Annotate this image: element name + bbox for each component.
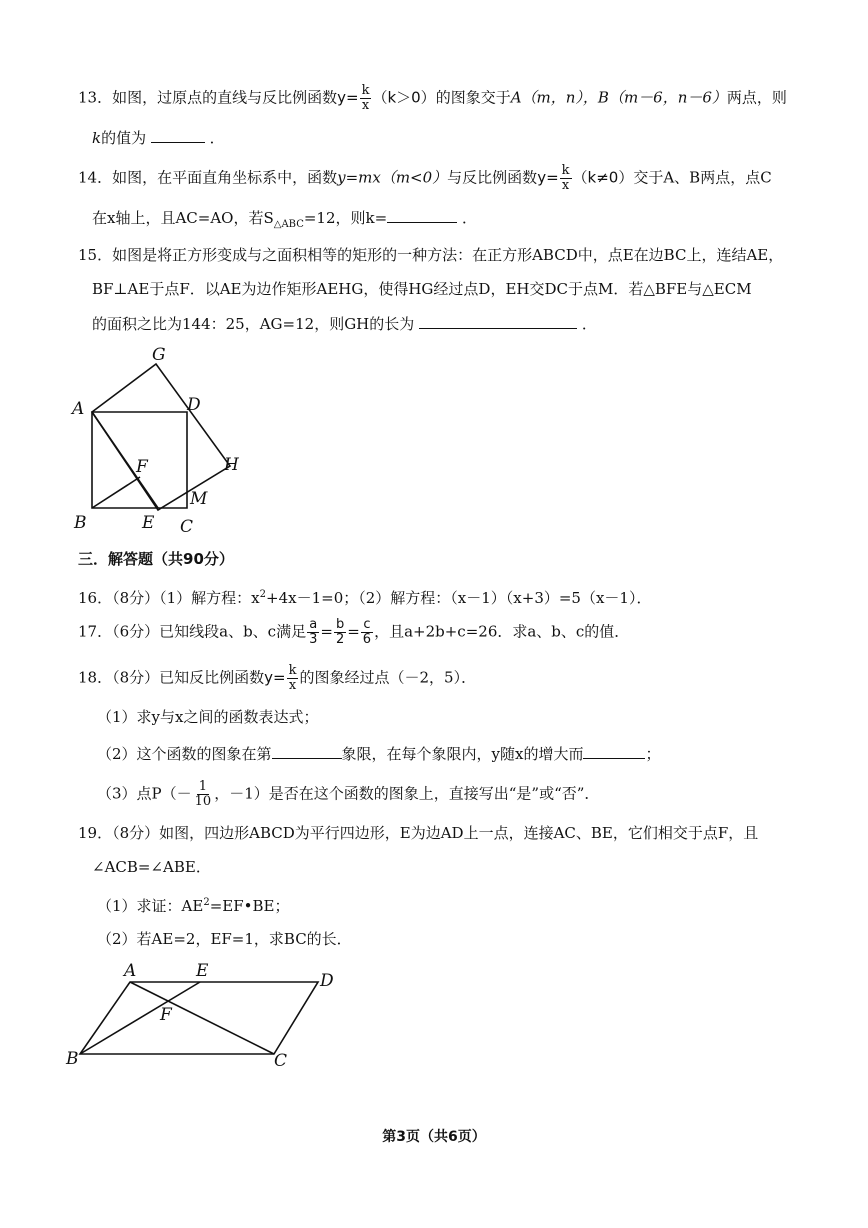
question-14-line2	[92, 206, 812, 236]
q17-head: 17．（6分）已知线段a、b、c满足	[78, 622, 307, 641]
q19-sub1	[97, 892, 289, 917]
q17-f2-den: 2	[335, 632, 345, 647]
label-d: D	[187, 395, 201, 415]
q14-answer-blank[interactable]	[387, 206, 457, 223]
q17-tail: ，且a+2b+c=26．求a、b、c的值．	[374, 622, 630, 641]
q19-s1-a: （1）求证：AE	[97, 897, 204, 915]
q13-text-c: 两点，则	[726, 88, 787, 107]
q18-s2-a: （2）这个函数的图象在第	[97, 745, 272, 763]
q17-f1-den: 3	[309, 632, 318, 647]
q14-text-c: 交于A、B两点，点C	[633, 168, 772, 187]
q13-text-value: 的值为	[101, 129, 147, 147]
q18-blank-trend[interactable]	[583, 742, 645, 759]
label-c: C	[274, 1051, 288, 1070]
label-g: G	[152, 345, 166, 365]
q14-fraction	[560, 164, 572, 193]
q14-text-d: 在x轴上，且AC=AO，若S	[92, 209, 274, 227]
q18-sub3	[97, 780, 599, 809]
rectangle-aehg	[92, 364, 230, 510]
q14-frac-num: k	[561, 163, 570, 178]
q18-sub1: （1）求y与x之间的函数表达式；	[97, 708, 319, 726]
q17-eq1: =	[320, 622, 333, 641]
label-f: F	[136, 457, 148, 477]
q13-func-lhs: y=	[337, 88, 359, 107]
question-15-line2: BF⊥AE于点F．以AE为边作矩形AEHG，使得HG经过点D，EH交DC于点M．若△BFE与△ECM	[92, 280, 752, 298]
q13-text-b: 的图象交于	[435, 88, 511, 107]
q18-s2-end: ；	[645, 745, 661, 763]
figure-19	[60, 960, 360, 1070]
segment-ac	[130, 982, 274, 1054]
q14-subscript: △ABC	[273, 219, 304, 230]
q18-frac-den: x	[288, 678, 297, 693]
q14-frac-den: x	[561, 178, 570, 193]
label-c: C	[180, 517, 194, 537]
question-16	[78, 584, 798, 609]
q13-frac-num: k	[361, 83, 370, 98]
label-f: F	[160, 1005, 172, 1025]
q17-frac-b	[334, 618, 346, 647]
label-a: A	[124, 961, 137, 981]
q13-number: 13．	[78, 88, 113, 107]
question-13-line2	[92, 126, 812, 149]
q18-sub2	[97, 742, 661, 765]
q18-blank-quadrant[interactable]	[272, 742, 342, 759]
q16-head: 16．（8分）（1）解方程：x	[78, 589, 260, 607]
q15-answer-blank[interactable]	[419, 312, 577, 329]
q13-period: ．	[209, 129, 225, 147]
label-m: M	[190, 489, 208, 509]
q18-func-lhs: y=	[264, 668, 286, 687]
q13-frac-den: x	[361, 98, 370, 113]
q13-text-a: 如图，过原点的直线与反比例函数	[112, 88, 338, 107]
q13-points: A（m，n），B（m－6，n－6）	[510, 88, 727, 107]
q17-f2-num: b	[335, 617, 345, 632]
q18-s2-b: 象限，在每个象限内，y随x的增大而	[341, 745, 584, 763]
q18-s3-a: （3）点P（－	[97, 784, 192, 803]
label-h: H	[224, 455, 239, 475]
q15-period: ．	[581, 315, 597, 333]
q18-head: 18．（8分）已知反比例函数	[78, 668, 265, 687]
segment-ae	[92, 412, 158, 508]
question-17	[78, 618, 798, 647]
question-19-line1: 19．（8分）如图，四边形ABCD为平行四边形，E为边AD上一点，连接AC、BE，它们相交于点F，且	[78, 824, 759, 842]
q14-text-a: 如图，在平面直角坐标系中，函数	[112, 168, 338, 187]
parallelogram-abcd	[80, 982, 318, 1054]
q17-f3-den: 6	[362, 632, 372, 647]
q13-answer-blank[interactable]	[151, 126, 205, 143]
segment-be	[80, 982, 200, 1054]
q17-eq2: =	[347, 622, 360, 641]
q17-frac-c	[361, 618, 373, 647]
question-14	[78, 164, 798, 193]
q16-mid: +4x－1=0；（2）解方程：（x－1）（x+3）=5（x－1）．	[266, 589, 652, 607]
segment-bf	[92, 477, 140, 508]
q17-f1-num: a	[309, 617, 318, 632]
q15-text: 的面积之比为144：25，AG=12，则GH的长为	[92, 315, 415, 333]
q13-k: k	[92, 129, 102, 147]
q17-f3-num: c	[363, 617, 371, 632]
page-footer: 第3页（共6页）	[382, 1129, 486, 1145]
q14-number: 14．	[78, 168, 113, 187]
label-e: E	[196, 961, 209, 981]
q18-s3-b: ，－1）是否在这个函数的图象上，直接写出“是”或“否”．	[214, 784, 600, 803]
q18-frac-num: k	[288, 663, 297, 678]
q13-func-cond: （k＞0）	[372, 88, 436, 107]
q18-s3-den: 10	[194, 794, 212, 809]
q19-sub2: （2）若AE=2，EF=1，求BC的长．	[97, 930, 352, 948]
q18-s3-num: 1	[198, 779, 208, 794]
q14-func-lhs: y=	[537, 168, 559, 187]
q16-sup: 2	[259, 589, 267, 600]
q19-s1-b: =EF•BE；	[209, 897, 290, 915]
label-e: E	[142, 513, 155, 533]
question-13	[78, 84, 798, 113]
q18-tail: 的图象经过点（－2，5）．	[299, 668, 477, 687]
q19-s1-sup: 2	[203, 897, 210, 908]
figure-15	[60, 340, 260, 540]
label-b: B	[66, 1049, 79, 1069]
q17-frac-a	[307, 618, 319, 647]
q14-text-e: =12，则k=	[303, 209, 388, 227]
question-15-line1: 15．如图是将正方形变成与之面积相等的矩形的一种方法：在正方形ABCD中，点E在边BC上，连结AE，	[78, 246, 784, 264]
q14-func-cond: （k≠0）	[572, 168, 634, 187]
q13-fraction	[360, 84, 372, 113]
label-a: A	[72, 399, 85, 419]
q14-text-b: 与反比例函数	[447, 168, 538, 187]
q14-period: ．	[461, 209, 477, 227]
q18-s3-fraction	[193, 780, 214, 809]
question-15-line3	[92, 312, 812, 335]
label-d: D	[320, 971, 334, 991]
q18-fraction	[287, 664, 299, 693]
question-19-line2: ∠ACB=∠ABE．	[92, 858, 211, 876]
q14-fn1: y=mx（m<0）	[337, 168, 448, 187]
section-3-heading: 三．解答题（共90分）	[78, 550, 234, 568]
question-18	[78, 664, 798, 693]
label-b: B	[74, 513, 87, 533]
